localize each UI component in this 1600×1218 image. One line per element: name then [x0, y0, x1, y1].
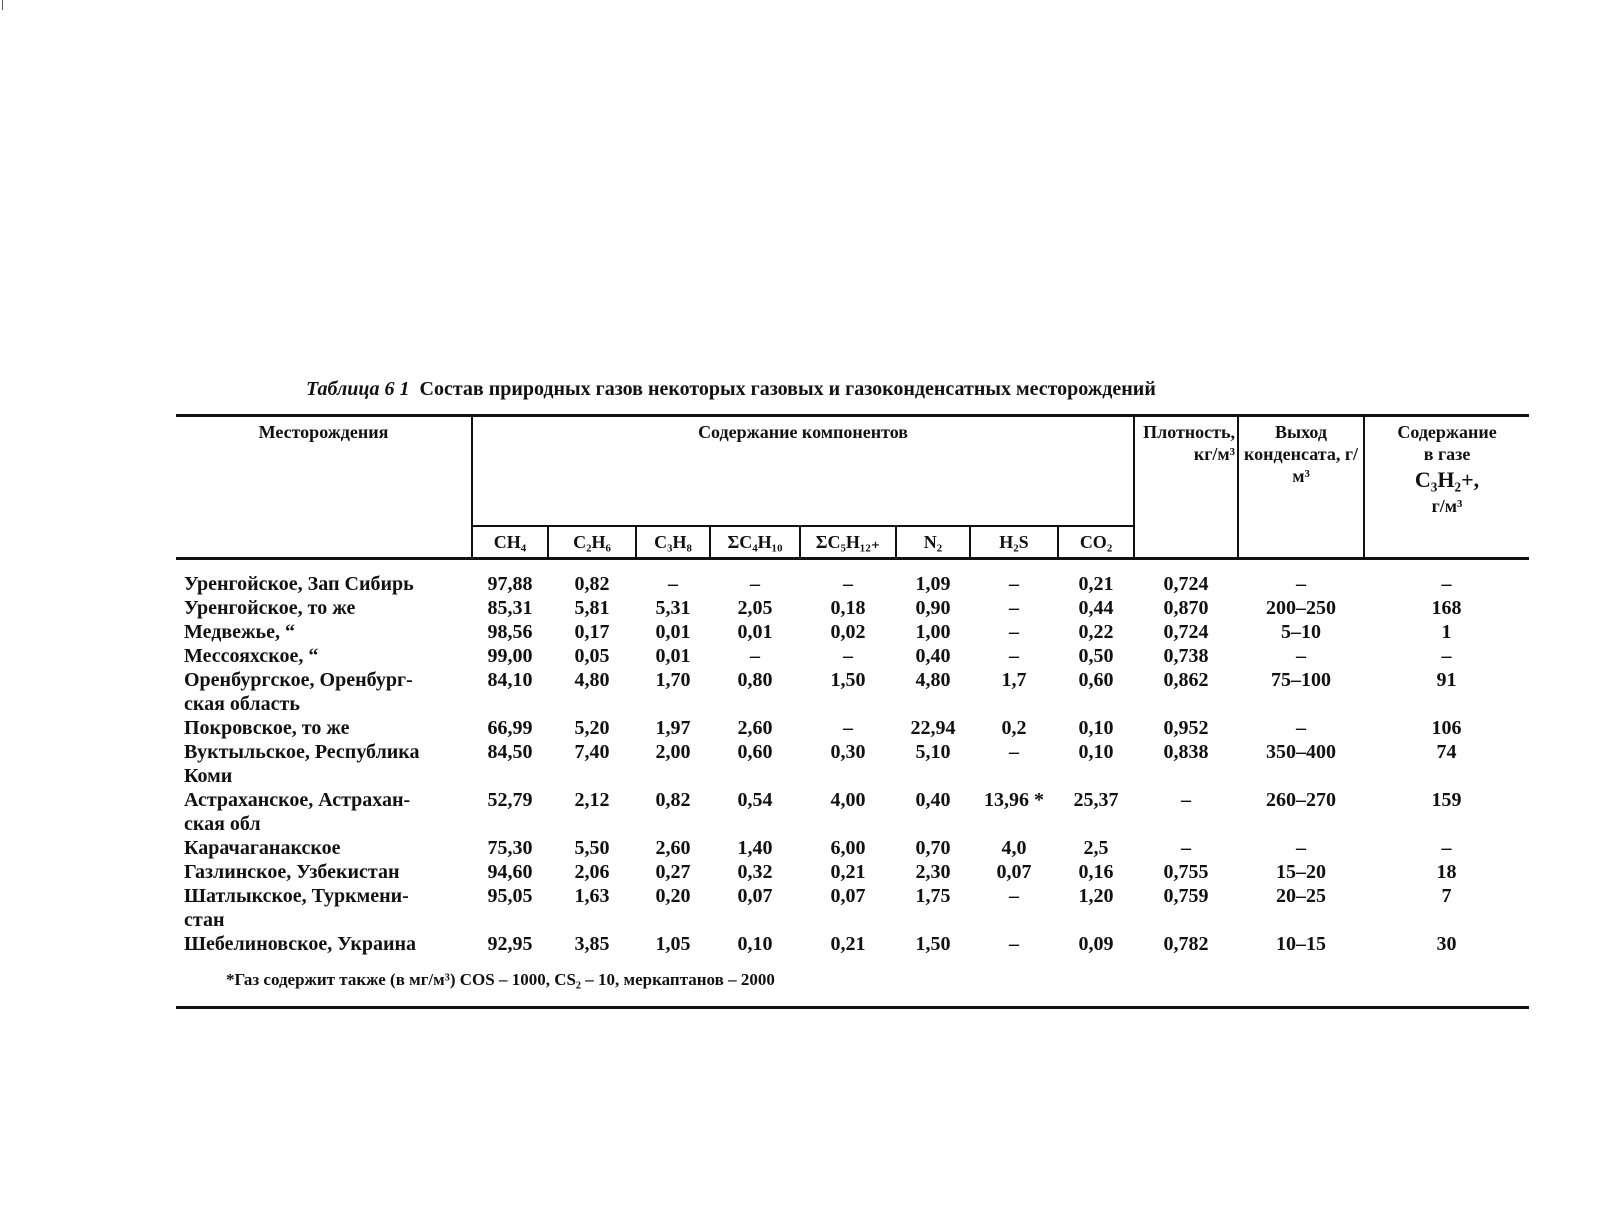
component-header-cell: C₃H₈ [636, 526, 710, 559]
value-cell: 99,00 [487, 645, 533, 667]
value-cell: – [1009, 645, 1019, 667]
table-row [176, 668, 1529, 716]
component-header-cell: ΣC₄H₁₀ [710, 526, 800, 559]
table-row [176, 932, 1529, 956]
value-cell: 18 [1436, 861, 1457, 883]
value-cell: 0,40 [915, 645, 951, 667]
value-cell: 95,05 [487, 885, 533, 907]
value-cell: 4,0 [1001, 837, 1027, 859]
value-cell: – [1009, 885, 1019, 907]
table-row [176, 884, 1529, 932]
value-cell: 0,60 [1078, 669, 1114, 691]
value-cell: 1 [1441, 621, 1452, 643]
header-content-line2: в газе [1423, 444, 1471, 464]
value-cell: 74 [1436, 741, 1457, 763]
value-cell: 84,50 [487, 741, 533, 763]
component-header-cell: CH₄ [472, 526, 548, 559]
table-row [176, 740, 1529, 788]
field-name: Шебелиновское, Украина [184, 933, 417, 955]
header-content-line1: Содержание [1397, 422, 1497, 442]
value-cell: 0,759 [1163, 885, 1209, 907]
value-cell: 0,07 [830, 885, 866, 907]
value-cell: 0,80 [737, 669, 773, 691]
value-cell: 2,06 [574, 861, 610, 883]
value-cell: 0,22 [1078, 621, 1114, 643]
value-cell: 5,50 [574, 837, 610, 859]
value-cell: 0,724 [1163, 621, 1209, 643]
header-content-line4: г/м³ [1431, 496, 1463, 516]
value-cell: 0,07 [737, 885, 773, 907]
field-name: Уренгойское, то же [184, 597, 356, 619]
value-cell: – [1441, 837, 1452, 859]
value-cell: – [1009, 933, 1019, 955]
field-name-cell [176, 644, 472, 668]
field-name: Шатлыкское, Туркмени- [184, 885, 409, 907]
value-cell: 0,21 [830, 933, 866, 955]
value-cell: 0,32 [737, 861, 773, 883]
field-name-continued: ская область [184, 693, 300, 715]
value-cell: 20–25 [1276, 885, 1327, 907]
field-name-cell [176, 620, 472, 644]
value-cell: 0,50 [1078, 645, 1114, 667]
value-cell: 0,40 [915, 789, 951, 811]
field-name-cell [176, 740, 472, 788]
header-density: Плотность, кг/м³ [1134, 416, 1238, 559]
value-cell: 159 [1431, 789, 1462, 811]
value-cell: 10–15 [1276, 933, 1327, 955]
value-cell: 75–100 [1271, 669, 1332, 691]
field-name: Карачаганакское [184, 837, 341, 859]
value-cell: 22,94 [910, 717, 956, 739]
value-cell: 4,00 [830, 789, 866, 811]
value-cell: 0,27 [655, 861, 691, 883]
value-cell: 0,09 [1078, 933, 1114, 955]
value-cell: 0,21 [1078, 573, 1114, 595]
value-cell: 0,2 [1001, 717, 1027, 739]
edge-mark [2, 0, 3, 10]
field-name-cell [176, 716, 472, 740]
value-cell: 1,75 [915, 885, 951, 907]
value-cell: 2,30 [915, 861, 951, 883]
field-name-continued: ская обл [184, 813, 261, 835]
value-cell: 168 [1431, 597, 1462, 619]
value-cell: 0,01 [737, 621, 773, 643]
field-name: Покровское, то же [184, 717, 350, 739]
value-cell: – [1009, 741, 1019, 763]
value-cell: 97,88 [487, 573, 533, 595]
field-name: Газлинское, Узбекистан [184, 861, 400, 883]
value-cell: 0,738 [1163, 645, 1209, 667]
table-row [176, 620, 1529, 644]
caption-label: Таблица 6 1 [306, 378, 410, 400]
value-cell: 2,60 [737, 717, 773, 739]
header-components: Содержание компонентов [472, 416, 1134, 527]
value-cell: 350–400 [1266, 741, 1337, 763]
header-condensate: Выход конденсата, г/м³ [1238, 416, 1364, 559]
value-cell: 0,82 [655, 789, 691, 811]
value-cell: 85,31 [487, 597, 533, 619]
value-cell: 1,05 [655, 933, 691, 955]
value-cell: 7,40 [574, 741, 610, 763]
value-cell: 7 [1441, 885, 1452, 907]
footnote-row [176, 956, 1529, 1008]
value-cell: 5,31 [655, 597, 691, 619]
value-cell: 0,30 [830, 741, 866, 763]
field-name-cell [176, 788, 472, 836]
field-name: Медвежье, “ [184, 621, 295, 643]
value-cell: 2,00 [655, 741, 691, 763]
value-cell: 0,01 [655, 621, 691, 643]
value-cell: 1,63 [574, 885, 610, 907]
caption-title: Состав природных газов некоторых газовых и газоконденсатных месторождений [419, 378, 1156, 400]
value-cell: 66,99 [487, 717, 533, 739]
value-cell: 0,60 [737, 741, 773, 763]
field-name-cell [176, 836, 472, 860]
value-cell: – [1296, 573, 1307, 595]
field-name-cell [176, 596, 472, 620]
value-cell: 6,00 [830, 837, 866, 859]
field-name-continued: стан [184, 909, 225, 931]
header-content-line3: C₃H₂+, [1414, 467, 1480, 492]
value-cell: 1,00 [915, 621, 951, 643]
field-name: Астраханское, Астрахан- [184, 789, 411, 811]
value-cell: 92,95 [487, 933, 533, 955]
header-content [1364, 416, 1529, 559]
value-cell: – [1009, 573, 1019, 595]
value-cell: 0,54 [737, 789, 773, 811]
component-header-cell: ΣC₅H₁₂₊ [800, 526, 896, 559]
value-cell: 200–250 [1266, 597, 1337, 619]
value-cell: 5–10 [1281, 621, 1322, 643]
value-cell: 1,50 [915, 933, 951, 955]
table-row [176, 836, 1529, 860]
component-header-cell: N₂ [896, 526, 970, 559]
field-name-cell [176, 668, 472, 716]
value-cell: 13,96 * [984, 789, 1044, 811]
table-row [176, 716, 1529, 740]
value-cell: 0,05 [574, 645, 610, 667]
value-cell: 2,12 [574, 789, 610, 811]
value-cell: – [1181, 837, 1192, 859]
value-cell: 4,80 [915, 669, 951, 691]
value-cell: 0,21 [830, 861, 866, 883]
value-cell: 0,782 [1163, 933, 1209, 955]
value-cell: – [1441, 645, 1452, 667]
value-cell: – [843, 645, 853, 667]
value-cell: 0,70 [915, 837, 951, 859]
value-cell: 1,20 [1078, 885, 1114, 907]
value-cell: 3,85 [574, 933, 610, 955]
table-row [176, 644, 1529, 668]
value-cell: 0,90 [915, 597, 951, 619]
value-cell: 0,870 [1163, 597, 1209, 619]
value-cell: 91 [1436, 669, 1457, 691]
value-cell: 5,81 [574, 597, 610, 619]
value-cell: 0,952 [1163, 717, 1209, 739]
table-row [176, 596, 1529, 620]
value-cell: 0,10 [737, 933, 773, 955]
value-cell: 0,10 [1078, 741, 1114, 763]
value-cell: 1,50 [830, 669, 866, 691]
value-cell: 0,02 [830, 621, 866, 643]
value-cell: 25,37 [1073, 789, 1119, 811]
value-cell: 0,07 [996, 861, 1032, 883]
value-cell: 0,17 [574, 621, 610, 643]
gas-composition-table [176, 414, 1529, 1009]
value-cell: 0,44 [1078, 597, 1114, 619]
value-cell: 5,20 [574, 717, 610, 739]
field-name: Оренбургское, Оренбург- [184, 669, 413, 691]
value-cell: 1,97 [655, 717, 691, 739]
value-cell: 0,862 [1163, 669, 1209, 691]
value-cell: – [1296, 645, 1307, 667]
value-cell: – [1009, 621, 1019, 643]
table-row [176, 559, 1529, 597]
value-cell: – [750, 573, 760, 595]
field-name-cell [176, 884, 472, 932]
value-cell: 30 [1436, 933, 1457, 955]
value-cell: 94,60 [487, 861, 533, 883]
field-name-cell [176, 932, 472, 956]
value-cell: – [668, 573, 678, 595]
value-cell: 0,16 [1078, 861, 1114, 883]
value-cell: 260–270 [1266, 789, 1337, 811]
value-cell: 4,80 [574, 669, 610, 691]
value-cell: 52,79 [487, 789, 533, 811]
component-header-cell: CO₂ [1058, 526, 1134, 559]
field-name: Уренгойское, Зап Сибирь [184, 573, 414, 595]
table-row [176, 788, 1529, 836]
value-cell: 15–20 [1276, 861, 1327, 883]
value-cell: – [1181, 789, 1192, 811]
component-header-cell: H₂S [970, 526, 1058, 559]
value-cell: 1,40 [737, 837, 773, 859]
value-cell: 75,30 [487, 837, 533, 859]
value-cell: – [843, 717, 853, 739]
value-cell: 1,70 [655, 669, 691, 691]
field-name: Мессояхское, “ [184, 645, 319, 667]
header-fields: Месторождения [176, 416, 472, 559]
value-cell: 0,724 [1163, 573, 1209, 595]
value-cell: – [750, 645, 760, 667]
value-cell: – [1296, 717, 1307, 739]
value-cell: 0,01 [655, 645, 691, 667]
value-cell: 2,5 [1083, 837, 1109, 859]
field-name-cell [176, 559, 472, 597]
component-header-cell: C₂H₆ [548, 526, 636, 559]
value-cell: 0,82 [574, 573, 610, 595]
field-name: Вуктыльское, Республика [184, 741, 420, 763]
value-cell: 98,56 [487, 621, 533, 643]
value-cell: 1,09 [915, 573, 951, 595]
field-name-cell [176, 860, 472, 884]
value-cell: 106 [1431, 717, 1462, 739]
value-cell: – [1441, 573, 1452, 595]
value-cell: 0,20 [655, 885, 691, 907]
value-cell: – [1296, 837, 1307, 859]
value-cell: 2,60 [655, 837, 691, 859]
value-cell: 0,18 [830, 597, 866, 619]
value-cell: 0,838 [1163, 741, 1209, 763]
value-cell: – [1009, 597, 1019, 619]
field-name-continued: Коми [184, 765, 233, 787]
table-row [176, 860, 1529, 884]
table-caption [306, 378, 1156, 401]
value-cell: 0,755 [1163, 861, 1209, 883]
value-cell: 0,10 [1078, 717, 1114, 739]
value-cell: – [843, 573, 853, 595]
value-cell: 5,10 [915, 741, 951, 763]
value-cell: 84,10 [487, 669, 533, 691]
value-cell: 1,7 [1001, 669, 1027, 691]
footnote: *Газ содержит также (в мг/м³) COS – 1000, CS₂ – 10, меркаптанов – 2000 [176, 956, 1529, 1008]
value-cell: 2,05 [737, 597, 773, 619]
table-body [176, 559, 1529, 1008]
